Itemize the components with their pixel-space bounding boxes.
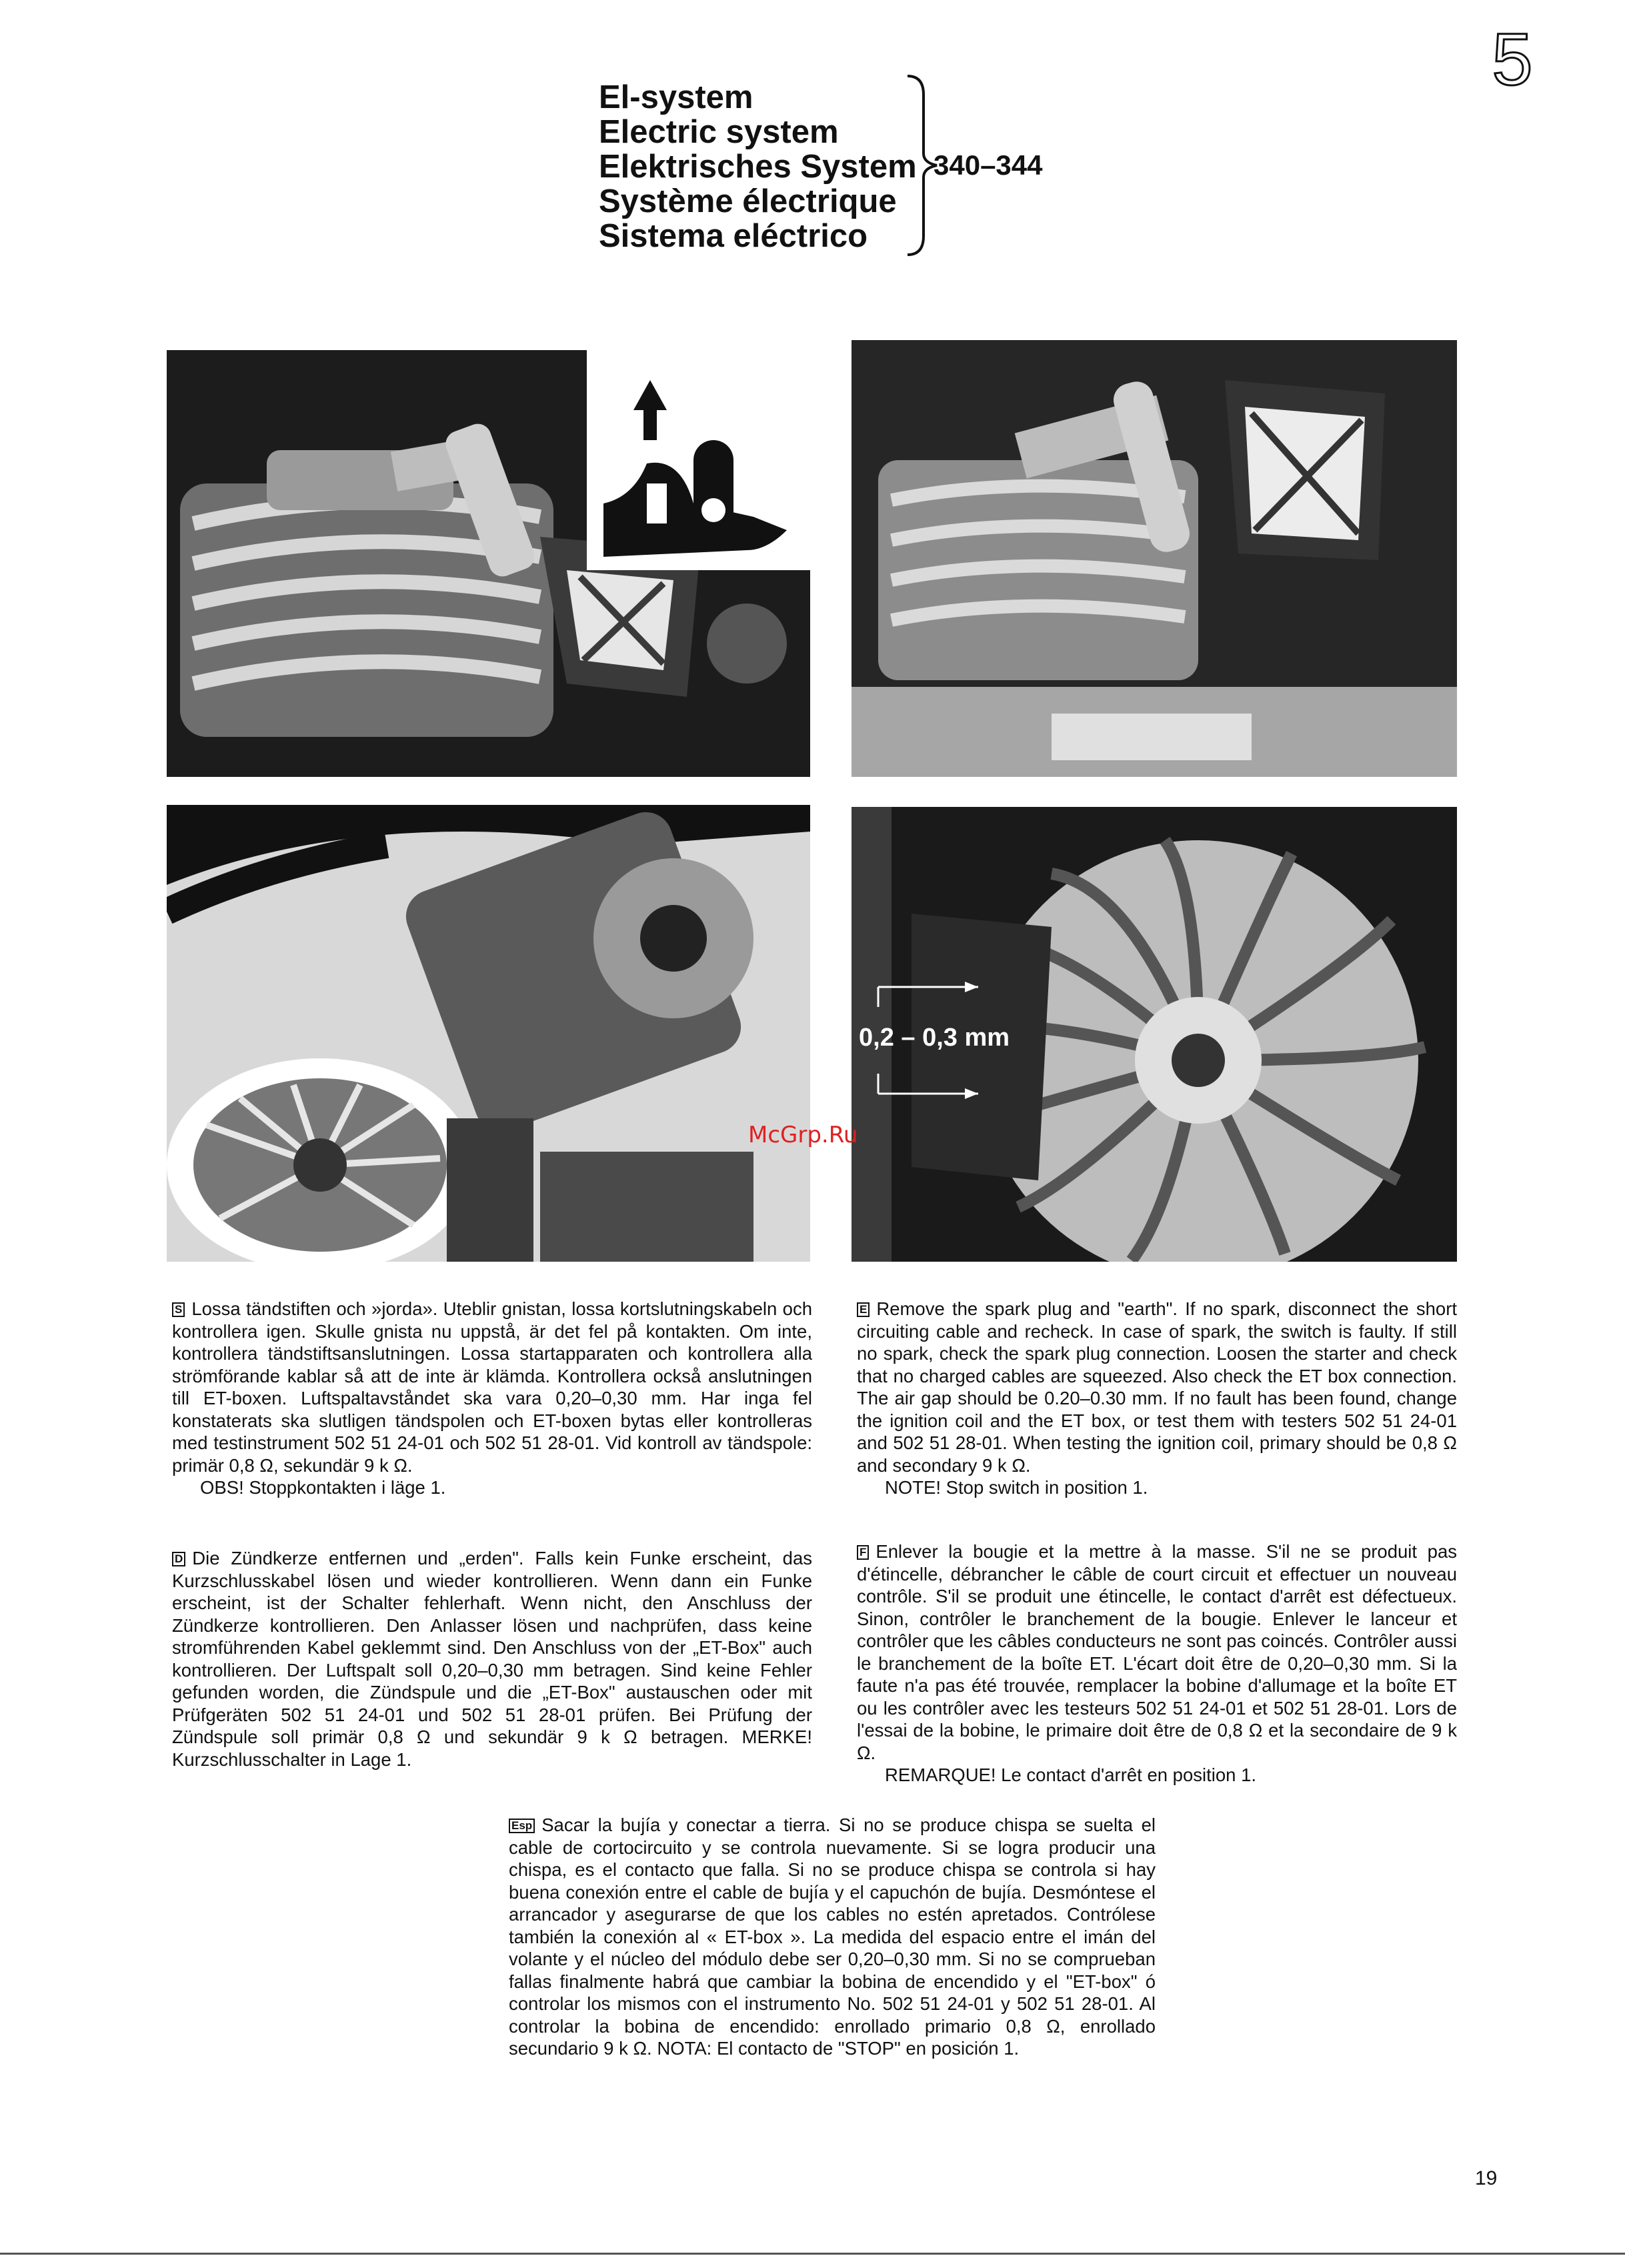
photo-spark-plug-cylinder (167, 350, 810, 777)
language-badge-english: E (857, 1302, 870, 1317)
instruction-body: Die Zündkerze entfernen und „erden". Falls kein Funke erscheint, das Kurzschlusskabel lösen und wieder kontrollieren. Wenn dann ein Funke erscheint, ist der Schalter fehlerhaft. Wenn nicht, den Anschluss der Zündkerze kontrollieren. Den Anlasser lösen und nachprüfen, dass keine stromführenden Kabel geklemmt sind. Den Anschluss von der „ET-Box" auch kontrollieren. Der Luftspalt soll 0,20–0,30 mm betragen. Sind keine Fehler gefunden worden, die Zündspule und die „ET-Box" austauschen oder mit Prüfgeräten 502 51 24-01 und 502 51 28-01 prüfen. Bei Prüfung der Zündspule soll primär 0,8 Ω und sekundär 9 k Ω betragen. MERKE! Kurzschlusschalter in Lage 1. (172, 1548, 812, 1770)
instruction-body: Sacar la bujía y conectar a tierra. Si no se produce chispa se suelta el cable de cortocircuito y se controla nuevamente. Si se logra producir una chispa, es el contacto que falla. Si no se produce chispa se controla si hay buena conexión entre el cable de bujía y el capuchón de bujía. Desmóntese el arrancador y asegurarse de que los cables no estén apretados. Contrólese también la conexión al « ET-box ». La medida del espacio entre el imán del volante y el núcleo del módulo debe ser 0,20–0,30 mm. Si no se comprueban fallas finalmente habrá que cambiar la bobina de encendido y el "ET-box" ó controlar los mismos con el instrumento No. 502 51 24-01 y 502 51 28-01. Al controlar la bobina de encendido: enrollado primario 0,8 Ω, enrollado secundario 9 k Ω. NOTA: El contacto de "STOP" en posición 1. (509, 1815, 1156, 2059)
instruction-body: Lossa tändstiften och »jorda». Uteblir gnistan, lossa kortslutningskabeln och kontrollera igen. Skulle gnista nu uppstå, är det fel på kontakten. Om inte, kontrollera tändstiftsanslutningen. Lossa startapparaten och kontrollera alla strömförande kablar så att de inte är klämda. Kontrollera också anslutningen till ET-boxen. Luftspaltavståndet ska vara 0,20–0,30 mm. Har inga fel konstaterats ska slutligen tändspolen och ET-boxen bytas eller kontrolleras med testinstrument 502 51 24-01 och 502 51 28-01. Vid kontroll av tändspole: primär 0,8 Ω, sekundär 9 k Ω. (172, 1298, 812, 1476)
watermark: McGrp.Ru (748, 1122, 858, 1148)
instruction-french (857, 1540, 1457, 1787)
page-number: 19 (1475, 2167, 1498, 2189)
instruction-note: OBS! Stoppkontakten i läge 1. (200, 1477, 446, 1498)
air-gap-label: 0,2 – 0,3 mm (859, 1024, 1010, 1052)
title-english: Electric system (599, 114, 839, 150)
language-badge-german: D (172, 1552, 185, 1566)
language-badge-french: F (857, 1545, 869, 1560)
instruction-english (857, 1298, 1457, 1499)
instruction-spanish (509, 1814, 1156, 2060)
title-german: Elektrisches System (599, 149, 917, 185)
title-french: Système électrique (599, 183, 897, 219)
chapter-number: 5 (1492, 19, 1533, 101)
photo-starter-flywheel (167, 805, 810, 1262)
page-edge-rule (0, 2253, 1625, 2255)
language-badge-swedish: S (172, 1302, 185, 1317)
photo-cylinder-air-filter (852, 340, 1457, 777)
instruction-note: REMARQUE! Le contact d'arrêt en position 1. (885, 1765, 1257, 1785)
instruction-german (172, 1547, 812, 1771)
instruction-swedish (172, 1298, 812, 1499)
title-swedish: El-system (599, 79, 753, 115)
section-range: 340–344 (934, 149, 1043, 181)
section-titles (599, 80, 946, 253)
language-badge-spanish: Esp (509, 1819, 535, 1833)
instruction-note: NOTE! Stop switch in position 1. (885, 1477, 1148, 1498)
instruction-body: Remove the spark plug and "earth". If no spark, disconnect the short circuiting cable and recheck. In case of spark, the switch is faulty. If still no spark, check the spark plug connection. Loosen the starter and check that no charged cables are squeezed. Also check the ET box connection. The air gap should be 0.20–0.30 mm. If no fault has been found, change the ignition coil and the ET box, or test them with testers 502 51 24-01 and 502 51 28-01. When testing the ignition coil, primary should be 0,8 Ω and secondary 9 k Ω. (857, 1298, 1457, 1476)
instruction-body: Enlever la bougie et la mettre à la masse. S'il ne se produit pas d'étincelle, débrancher le câble de court circuit et effectuer un nouveau contrôle. S'il se produit une étincelle, le contact d'arrêt est défectueux. Sinon, contrôler le branchement de la bougie. Enlever le lanceur et contrôler que les câbles conducteurs ne sont pas coincés. Contrôler aussi le branchement de la boîte ET. L'écart doit être de 0,20–0,30 mm. Si la faute n'a pas été trouvée, remplacer la bobine d'allumage et la boîte ET ou les contrôler avec les testeurs 502 51 24-01 et 502 51 28-01. Lors de l'essai de la bobine, le primaire doit être de 0,8 Ω et la secondaire de 9 k Ω. (857, 1541, 1457, 1763)
title-spanish: Sistema eléctrico (599, 218, 868, 254)
